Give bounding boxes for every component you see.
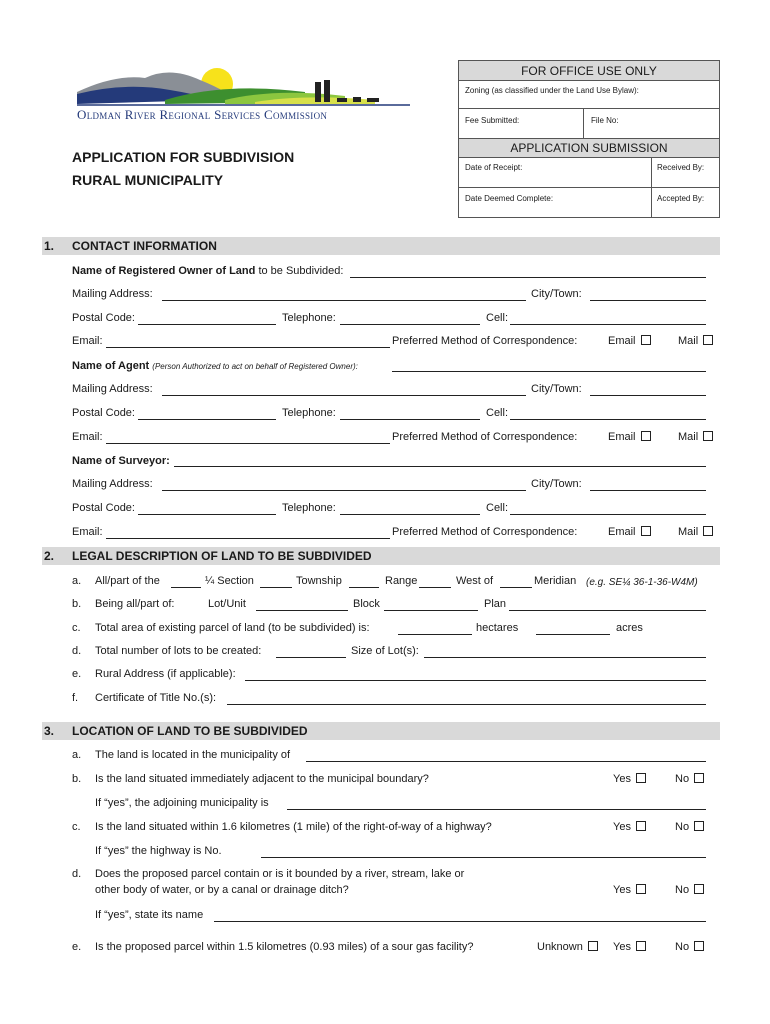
checkbox-icon: [636, 941, 646, 951]
boundary-question: Is the land situated immediately adjacent to the municipal boundary?: [95, 773, 429, 785]
agent-pref-label: Preferred Method of Correspondence:: [392, 431, 578, 443]
item-letter: b.: [72, 773, 82, 785]
title-no-input[interactable]: [227, 704, 706, 705]
surveyor-email-label: Email:: [72, 526, 103, 538]
adjoining-municipality-input[interactable]: [287, 809, 706, 810]
owner-email-label: Email:: [72, 335, 103, 347]
date-complete-field: Date Deemed Complete:: [465, 194, 554, 203]
agent-city-input[interactable]: [590, 395, 706, 396]
item-letter: e.: [72, 941, 82, 953]
municipality-input[interactable]: [306, 761, 706, 762]
owner-pref-email-checkbox[interactable]: Email: [608, 335, 651, 348]
checkbox-icon: [641, 526, 651, 536]
owner-mailing-label: Mailing Address:: [72, 288, 153, 300]
surveyor-telephone-input[interactable]: [340, 514, 480, 515]
checkbox-icon: [694, 941, 704, 951]
owner-telephone-input[interactable]: [340, 324, 480, 325]
lots-count-input[interactable]: [276, 657, 346, 658]
owner-pref-mail-checkbox[interactable]: Mail: [678, 335, 713, 348]
township-label: Township: [296, 575, 342, 587]
section-input[interactable]: [260, 587, 292, 588]
lot-unit-input[interactable]: [256, 610, 348, 611]
block-label: Block: [353, 598, 380, 610]
surveyor-telephone-label: Telephone:: [282, 502, 336, 514]
agent-email-input[interactable]: [106, 443, 390, 444]
quarter-input[interactable]: [171, 587, 201, 588]
item-letter: c.: [72, 821, 81, 833]
sour-gas-unknown-checkbox[interactable]: Unknown: [537, 941, 598, 954]
form-title-line1: APPLICATION FOR SUBDIVISION: [72, 149, 295, 165]
highway-no-checkbox[interactable]: No: [675, 821, 704, 834]
agent-pref-email-checkbox[interactable]: Email: [608, 431, 651, 444]
rural-address-input[interactable]: [245, 680, 706, 681]
west-of-input[interactable]: [500, 587, 532, 588]
surveyor-city-input[interactable]: [590, 490, 706, 491]
agent-name-input[interactable]: [392, 371, 706, 372]
agent-mailing-label: Mailing Address:: [72, 383, 153, 395]
checkbox-icon: [703, 526, 713, 536]
hectares-input[interactable]: [398, 634, 472, 635]
surveyor-name-input[interactable]: [174, 466, 706, 467]
highway-no-input[interactable]: [261, 857, 706, 858]
adjoining-municipality-label: If “yes”, the adjoining municipality is: [95, 797, 269, 809]
form-title-line2: RURAL MUNICIPALITY: [72, 172, 224, 188]
owner-cell-input[interactable]: [510, 324, 706, 325]
agent-postal-input[interactable]: [138, 419, 276, 420]
surveyor-city-label: City/Town:: [531, 478, 582, 490]
sour-gas-question: Is the proposed parcel within 1.5 kilometres (0.93 miles) of a sour gas facility?: [95, 941, 474, 953]
surveyor-pref-label: Preferred Method of Correspondence:: [392, 526, 578, 538]
checkbox-icon: [703, 431, 713, 441]
highway-yes-checkbox[interactable]: Yes: [613, 821, 646, 834]
item-letter: a.: [72, 575, 82, 587]
logo-graphic: [75, 62, 415, 110]
section-2-header: 2. LEGAL DESCRIPTION OF LAND TO BE SUBDIVIDED: [42, 547, 720, 565]
meridian-label: Meridian: [534, 575, 577, 587]
agent-mailing-input[interactable]: [162, 395, 526, 396]
total-area-label: Total area of existing parcel of land (to be subdivided) is:: [95, 622, 370, 634]
office-heading: FOR OFFICE USE ONLY: [459, 61, 719, 81]
agent-telephone-input[interactable]: [340, 419, 480, 420]
owner-pref-label: Preferred Method of Correspondence:: [392, 335, 578, 347]
owner-postal-label: Postal Code:: [72, 312, 135, 324]
agent-postal-label: Postal Code:: [72, 407, 135, 419]
municipality-label: The land is located in the municipality of: [95, 749, 291, 761]
agent-telephone-label: Telephone:: [282, 407, 336, 419]
boundary-yes-checkbox[interactable]: Yes: [613, 773, 646, 786]
owner-postal-input[interactable]: [138, 324, 276, 325]
agent-pref-mail-checkbox[interactable]: Mail: [678, 431, 713, 444]
item-letter: c.: [72, 622, 81, 634]
owner-label: Name of Registered Owner of Land to be Subdivided:: [72, 265, 344, 277]
water-name-input[interactable]: [214, 921, 706, 922]
accepted-by-field: Accepted By:: [657, 194, 705, 203]
owner-mailing-input[interactable]: [162, 300, 526, 301]
owner-cell-label: Cell:: [486, 312, 509, 324]
checkbox-icon: [694, 773, 704, 783]
plan-label: Plan: [484, 598, 507, 610]
section-3-header: 3. LOCATION OF LAND TO BE SUBDIVIDED: [42, 722, 720, 740]
water-question-line2: other body of water, or by a canal or drainage ditch?: [95, 884, 349, 896]
office-use-box: [458, 60, 720, 218]
item-letter: f.: [72, 692, 79, 704]
surveyor-mailing-input[interactable]: [162, 490, 526, 491]
submission-heading: APPLICATION SUBMISSION: [459, 138, 719, 158]
surveyor-mailing-label: Mailing Address:: [72, 478, 153, 490]
hectares-label: hectares: [476, 622, 519, 634]
lots-count-label: Total number of lots to be created:: [95, 645, 262, 657]
agent-city-label: City/Town:: [531, 383, 582, 395]
lot-size-input[interactable]: [424, 657, 706, 658]
being-label: Being all/part of:: [95, 598, 175, 610]
legal-example: (e.g. SE¼ 36-1-36-W4M): [586, 577, 698, 588]
plan-input[interactable]: [509, 610, 706, 611]
highway-question: Is the land situated within 1.6 kilometres (1 mile) of the right-of-way of a highway?: [95, 821, 492, 833]
checkbox-icon: [703, 335, 713, 345]
water-question-line1: Does the proposed parcel contain or is it bounded by a river, stream, lake or: [95, 868, 465, 880]
surveyor-email-input[interactable]: [106, 538, 390, 539]
lot-unit-label: Lot/Unit: [208, 598, 246, 610]
range-input[interactable]: [419, 587, 451, 588]
checkbox-icon: [636, 773, 646, 783]
acres-label: acres: [616, 622, 643, 634]
owner-city-label: City/Town:: [531, 288, 582, 300]
water-yes-checkbox[interactable]: Yes: [613, 884, 646, 897]
agent-label: Name of Agent (Person Authorized to act on behalf of Registered Owner):: [72, 360, 358, 372]
highway-no-label: If “yes” the highway is No.: [95, 845, 222, 857]
received-by-field: Received By:: [657, 163, 705, 172]
owner-email-input[interactable]: [106, 347, 390, 348]
date-receipt-field: Date of Receipt:: [465, 163, 523, 172]
sour-gas-yes-checkbox[interactable]: Yes: [613, 941, 646, 954]
owner-telephone-label: Telephone:: [282, 312, 336, 324]
file-no-field: File No:: [591, 116, 619, 125]
item-letter: a.: [72, 749, 82, 761]
checkbox-icon: [694, 884, 704, 894]
agent-cell-input[interactable]: [510, 419, 706, 420]
sour-gas-no-checkbox[interactable]: No: [675, 941, 704, 954]
owner-name-input[interactable]: [350, 277, 706, 278]
acres-input[interactable]: [536, 634, 610, 635]
water-no-checkbox[interactable]: No: [675, 884, 704, 897]
zoning-field: Zoning (as classified under the Land Use Bylaw):: [465, 86, 639, 95]
section-label: ¼ Section: [205, 575, 254, 587]
boundary-no-checkbox[interactable]: No: [675, 773, 704, 786]
range-label: Range: [385, 575, 418, 587]
surveyor-postal-label: Postal Code:: [72, 502, 135, 514]
surveyor-pref-email-checkbox[interactable]: Email: [608, 526, 651, 539]
checkbox-icon: [588, 941, 598, 951]
surveyor-cell-input[interactable]: [510, 514, 706, 515]
checkbox-icon: [636, 884, 646, 894]
item-letter: d.: [72, 868, 82, 880]
owner-city-input[interactable]: [590, 300, 706, 301]
legal-all-part-label: All/part of the: [95, 575, 160, 587]
section-1-header: 1. CONTACT INFORMATION: [42, 237, 720, 255]
west-of-label: West of: [456, 575, 494, 587]
surveyor-postal-input[interactable]: [138, 514, 276, 515]
surveyor-pref-mail-checkbox[interactable]: Mail: [678, 526, 713, 539]
item-letter: b.: [72, 598, 82, 610]
rural-address-label: Rural Address (if applicable):: [95, 668, 236, 680]
water-name-label: If “yes”, state its name: [95, 909, 204, 921]
checkbox-icon: [694, 821, 704, 831]
township-input[interactable]: [349, 587, 379, 588]
agent-cell-label: Cell:: [486, 407, 509, 419]
item-letter: d.: [72, 645, 82, 657]
block-input[interactable]: [384, 610, 478, 611]
agent-email-label: Email:: [72, 431, 103, 443]
checkbox-icon: [641, 431, 651, 441]
lot-size-label: Size of Lot(s):: [351, 645, 419, 657]
checkbox-icon: [641, 335, 651, 345]
surveyor-cell-label: Cell:: [486, 502, 509, 514]
fee-field: Fee Submitted:: [465, 116, 520, 125]
item-letter: e.: [72, 668, 82, 680]
org-name: Oldman River Regional Services Commission: [77, 107, 328, 122]
checkbox-icon: [636, 821, 646, 831]
logo: [75, 62, 415, 122]
surveyor-label: Name of Surveyor:: [72, 455, 170, 467]
title-no-label: Certificate of Title No.(s):: [95, 692, 217, 704]
